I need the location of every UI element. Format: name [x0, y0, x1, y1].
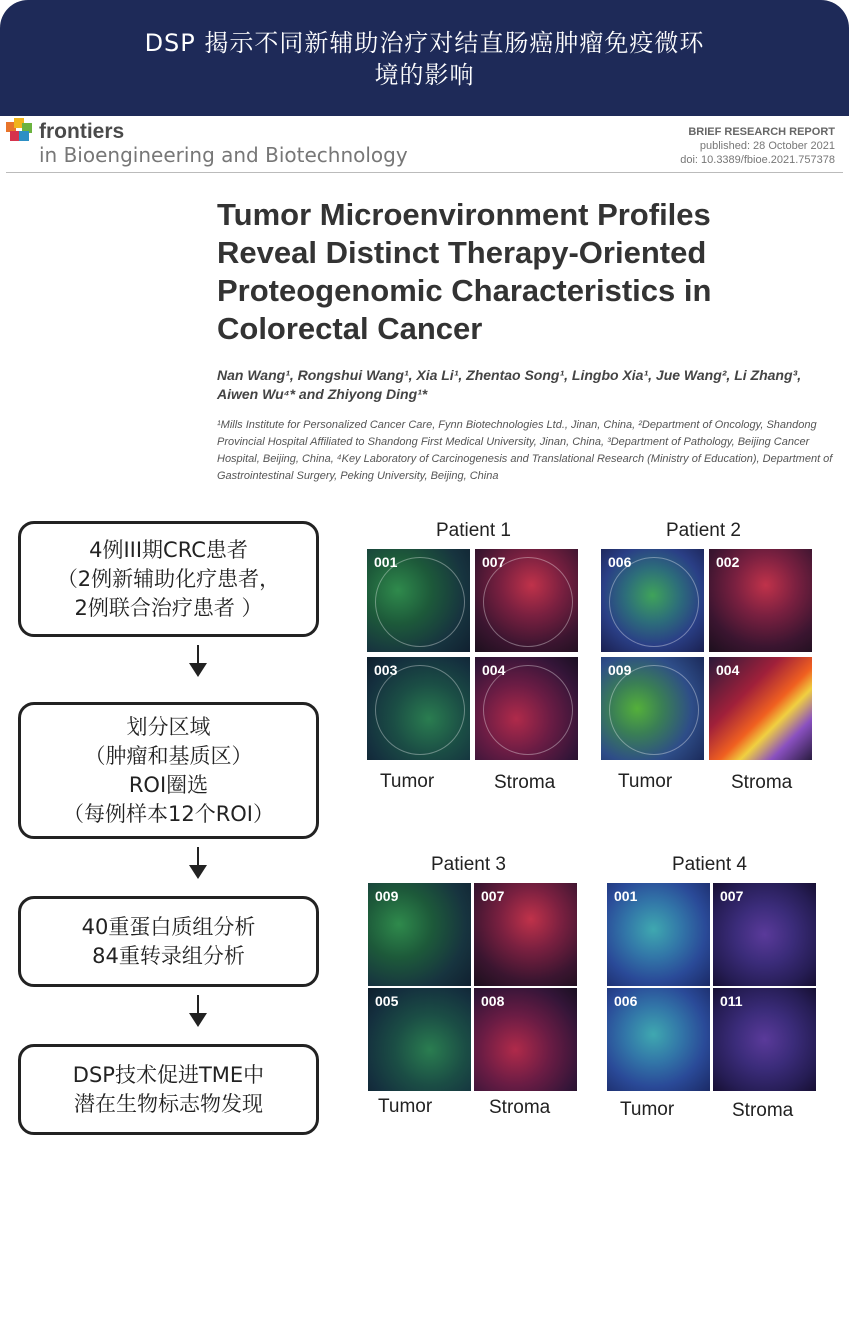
roi-label: 006: [608, 554, 632, 570]
step-text: DSP技术促进TME中: [72, 1062, 265, 1087]
roi-label: 008: [481, 993, 505, 1009]
roi-label: 007: [481, 888, 505, 904]
step-text: （2例新辅助化疗患者，: [56, 566, 281, 591]
roi-label: 009: [375, 888, 399, 904]
step-text: 潜在生物标志物发现: [74, 1091, 263, 1116]
article-title: [217, 196, 817, 348]
roi-image: [474, 988, 577, 1091]
roi-image: [474, 883, 577, 986]
arrow-down-icon: [197, 645, 199, 673]
roi-label: 004: [716, 662, 740, 678]
title-line: Colorectal Cancer: [217, 311, 483, 346]
caption-stroma: Stroma: [732, 1100, 794, 1121]
roi-image: [368, 883, 471, 986]
workflow-step-patients: [18, 521, 319, 637]
frontiers-logo-icon: [6, 118, 36, 142]
roi-label: 004: [482, 662, 506, 678]
patient-2-title: Patient 2: [666, 520, 741, 541]
roi-label: 007: [720, 888, 744, 904]
article-type: BRIEF RESEARCH REPORT: [688, 126, 835, 138]
roi-label: 003: [374, 662, 398, 678]
caption-tumor: Tumor: [618, 771, 673, 792]
step-text: 84重转录组分析: [92, 943, 245, 968]
banner-title-line-1: DSP 揭示不同新辅助治疗对结直肠癌肿瘤免疫微环: [144, 29, 705, 57]
roi-image: [475, 657, 578, 760]
patient-3-title: Patient 3: [431, 854, 506, 875]
doi: doi: 10.3389/fbioe.2021.757378: [680, 154, 835, 166]
roi-label: 009: [608, 662, 632, 678]
step-text: （每例样本12个ROI）: [62, 801, 275, 826]
roi-image: [367, 657, 470, 760]
roi-image: [475, 549, 578, 652]
roi-label: 005: [375, 993, 399, 1009]
roi-image: [713, 883, 816, 986]
title-line: Tumor Microenvironment Profiles: [217, 197, 711, 232]
roi-label: 007: [482, 554, 506, 570]
roi-label: 001: [374, 554, 398, 570]
roi-image: [601, 657, 704, 760]
authors: Nan Wang¹, Rongshui Wang¹, Xia Li¹, Zhentao Song¹, Lingbo Xia¹, Jue Wang², Li Zhang³, Aiwen Wu⁴* and Zhiyong Ding¹*: [217, 367, 802, 402]
step-text: ROI圈选: [128, 772, 209, 797]
arrow-down-icon: [197, 847, 199, 875]
caption-tumor: Tumor: [380, 771, 435, 792]
header-banner: [0, 0, 849, 116]
patient-1-title: Patient 1: [436, 520, 511, 541]
published-date: published: 28 October 2021: [699, 140, 835, 152]
roi-image: [607, 883, 710, 986]
roi-label: 001: [614, 888, 638, 904]
roi-image: [709, 657, 812, 760]
roi-label: 006: [614, 993, 638, 1009]
caption-stroma: Stroma: [489, 1097, 551, 1118]
roi-image: [368, 988, 471, 1091]
banner-title-line-2: 境的影响: [374, 61, 475, 89]
caption-stroma: Stroma: [731, 772, 793, 793]
step-text: （肿瘤和基质区）: [84, 743, 253, 768]
roi-image: [367, 549, 470, 652]
step-text: 4例III期CRC患者: [89, 537, 248, 562]
caption-tumor: Tumor: [620, 1099, 675, 1120]
brand-name: frontiers: [39, 120, 125, 143]
roi-label: 011: [720, 993, 743, 1009]
roi-image: [709, 549, 812, 652]
roi-image: [607, 988, 710, 1091]
caption-tumor: Tumor: [378, 1096, 433, 1117]
workflow-step-discovery: [18, 1044, 319, 1135]
arrow-down-icon: [197, 995, 199, 1023]
step-text: 40重蛋白质组分析: [81, 914, 256, 939]
step-text: 划分区域: [126, 714, 211, 739]
title-line: Proteogenomic Characteristics in: [217, 273, 712, 308]
workflow-step-analysis: [18, 896, 319, 987]
workflow-step-roi: [18, 702, 319, 839]
caption-stroma: Stroma: [494, 772, 556, 793]
title-line: Reveal Distinct Therapy-Oriented: [217, 235, 707, 270]
journal-name: in Bioengineering and Biotechnology: [39, 143, 408, 167]
roi-label: 002: [716, 554, 740, 570]
patient-4-title: Patient 4: [672, 854, 747, 875]
step-text: 2例联合治疗患者 ）: [74, 595, 263, 620]
article-meta: [680, 125, 835, 167]
roi-image: [601, 549, 704, 652]
header-divider: [6, 172, 843, 173]
affiliations: ¹Mills Institute for Personalized Cancer Care, Fynn Biotechnologies Ltd., Jinan, China, ²Department of Oncology, Shandong Provincial Hospital Affiliated to Shandong First Medical University, Jinan, China, ³Department of Pathology, Beijing Cancer Hospital, Beijing, China, ⁴Key Laboratory of Carcinogenesis and Translational Research (Ministry of Education), Department of Gastrointestinal Surgery, Peking University, Beijing, China: [217, 419, 833, 482]
roi-image: [713, 988, 816, 1091]
